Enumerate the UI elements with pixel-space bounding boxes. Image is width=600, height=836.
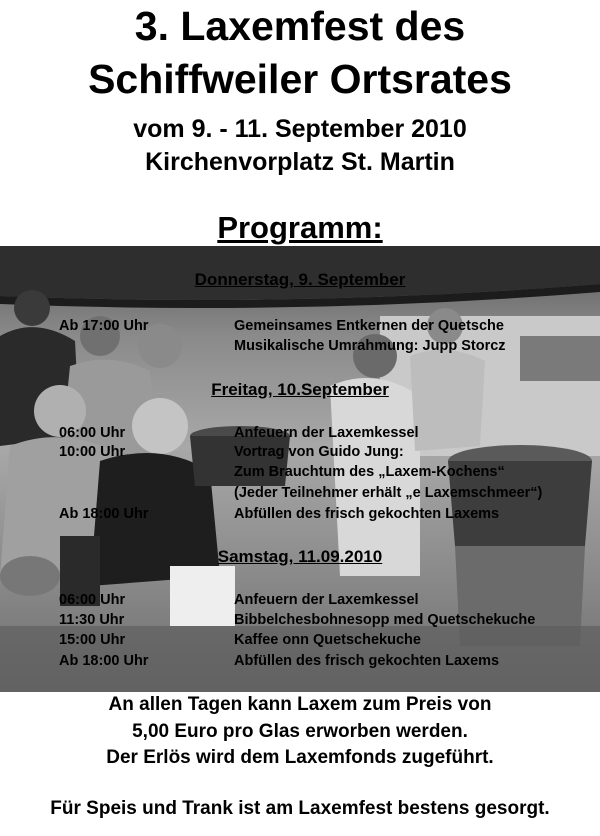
schedule-row [0, 610, 600, 630]
event-dates: vom 9. - 11. September 2010 [133, 115, 467, 143]
schedule-time: 06:00 Uhr [59, 425, 126, 441]
schedule-event: Zum Brauchtum des „Laxem-Kochens“ [234, 464, 505, 480]
title-line-2: Schiffweiler Ortsrates [88, 56, 512, 102]
schedule-event: Musikalische Umrahmung: Jupp Storcz [234, 338, 506, 354]
schedule-row [0, 590, 600, 610]
schedule-row [0, 483, 600, 503]
schedule-time: 06:00 Uhr [59, 592, 126, 608]
schedule-row [0, 316, 600, 336]
day-heading-friday: Freitag, 10.September [211, 380, 389, 399]
schedule-row [0, 651, 600, 671]
day-heading-saturday: Samstag, 11.09.2010 [217, 547, 383, 566]
price-note-line-2: 5,00 Euro pro Glas erworben werden. [132, 721, 468, 742]
event-location: Kirchenvorplatz St. Martin [145, 148, 455, 176]
schedule-time: Ab 18:00 Uhr [59, 653, 149, 669]
price-note-line-1: An allen Tagen kann Laxem zum Preis von [108, 694, 492, 715]
schedule-event: Kaffee onn Quetschekuche [234, 632, 421, 648]
schedule-event: Vortrag von Guido Jung: [234, 444, 404, 460]
schedule-event: Abfüllen des frisch gekochten Laxems [234, 653, 500, 669]
schedule-event: Anfeuern der Laxemkessel [234, 425, 419, 441]
schedule-row [0, 462, 600, 482]
programm-heading: Programm: [217, 210, 383, 245]
schedule-event: (Jeder Teilnehmer erhält „e Laxemschmeer“) [234, 485, 543, 501]
proceeds-note: Der Erlös wird dem Laxemfonds zugeführt. [106, 747, 494, 768]
title-line-1: 3. Laxemfest des [134, 3, 466, 49]
schedule-event: Gemeinsames Entkernen der Quetsche [234, 318, 504, 334]
schedule-time: Ab 17:00 Uhr [59, 318, 149, 334]
schedule-event: Anfeuern der Laxemkessel [234, 592, 419, 608]
catering-note: Für Speis und Trank ist am Laxemfest bestens gesorgt. [50, 798, 550, 819]
schedule-row [0, 442, 600, 462]
schedule-time: 10:00 Uhr [59, 444, 126, 460]
schedule-event: Bibbelchesbohnesopp med Quetschekuche [234, 612, 536, 628]
schedule-event: Abfüllen des frisch gekochten Laxems [234, 506, 500, 522]
schedule-row [0, 630, 600, 650]
schedule-row [0, 336, 600, 356]
schedule-time: 15:00 Uhr [59, 632, 126, 648]
schedule-row [0, 423, 600, 443]
schedule-row [0, 504, 600, 524]
schedule-time: 11:30 Uhr [59, 612, 125, 628]
schedule-time: Ab 18:00 Uhr [59, 506, 149, 522]
day-heading-thursday: Donnerstag, 9. September [194, 270, 406, 289]
